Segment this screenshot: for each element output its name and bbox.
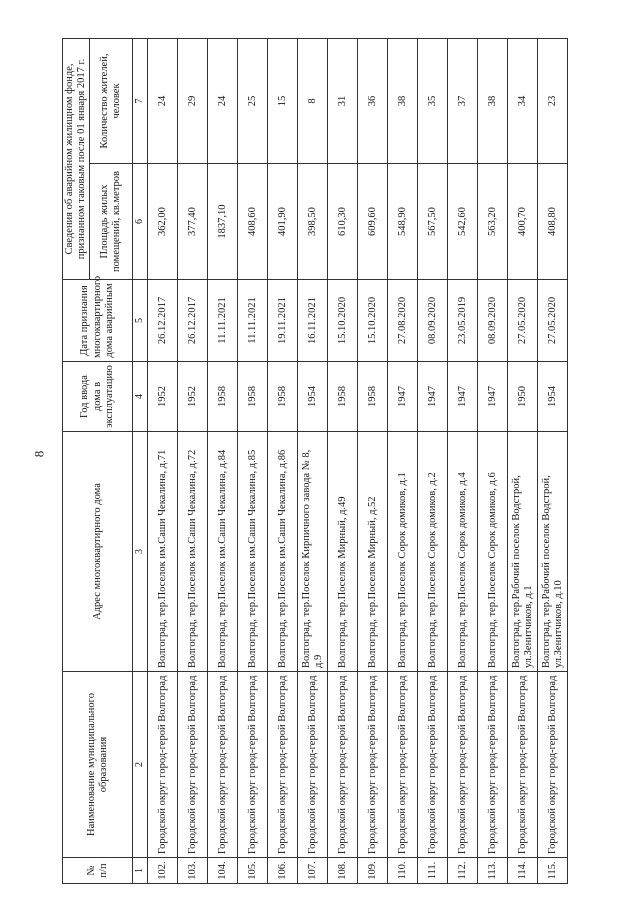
residents-cell: 34 [508, 38, 538, 163]
table-row [268, 38, 298, 883]
year-cell: 1947 [418, 362, 448, 432]
row-number: 106. [268, 858, 298, 884]
date-cell: 16.11.2021 [298, 280, 328, 362]
municipality-cell: Городской округ город-герой Волгоград [538, 672, 568, 858]
area-cell: 398,50 [298, 164, 328, 280]
residents-cell: 38 [478, 38, 508, 163]
municipality-cell: Городской округ город-герой Волгоград [388, 672, 418, 858]
date-cell: 27.08.2020 [388, 280, 418, 362]
row-number: 111. [418, 858, 448, 884]
row-number: 115. [538, 858, 568, 884]
municipality-cell: Городской округ город-герой Волгоград [418, 672, 448, 858]
table-row [448, 38, 478, 883]
year-cell: 1958 [358, 362, 388, 432]
area-cell: 563,20 [478, 164, 508, 280]
date-cell: 08.09.2020 [478, 280, 508, 362]
municipality-cell: Городской округ город-герой Волгоград [298, 672, 328, 858]
area-cell: 610,30 [328, 164, 358, 280]
residents-cell: 35 [418, 38, 448, 163]
municipality-cell: Городской округ город-герой Волгоград [268, 672, 298, 858]
year-cell: 1958 [208, 362, 238, 432]
header-address: Адрес многоквартирного дома [63, 432, 133, 672]
table-row [388, 38, 418, 883]
row-number: 105. [238, 858, 268, 884]
year-cell: 1954 [538, 362, 568, 432]
row-number: 102. [148, 858, 178, 884]
municipality-cell: Городской округ город-герой Волгоград [178, 672, 208, 858]
municipality-cell: Городской округ город-герой Волгоград [238, 672, 268, 858]
address-cell: Волгоград, тер.Поселок им.Саши Чекалина, д.85 [238, 432, 268, 672]
table-row [538, 38, 568, 883]
residents-cell: 38 [388, 38, 418, 163]
address-cell: Волгоград, тер.Рабочий поселок Водстрой, ул.Зенитчиков, д.10 [538, 432, 568, 672]
address-cell: Волгоград, тер.Поселок Сорок домиков, д.2 [418, 432, 448, 672]
year-cell: 1958 [328, 362, 358, 432]
row-number: 104. [208, 858, 238, 884]
table-row [178, 38, 208, 883]
date-cell: 11.11.2021 [238, 280, 268, 362]
year-cell: 1952 [148, 362, 178, 432]
area-cell: 377,40 [178, 164, 208, 280]
date-cell: 19.11.2021 [268, 280, 298, 362]
area-cell: 1837,10 [208, 164, 238, 280]
date-cell: 23.05.2019 [448, 280, 478, 362]
page-number: 8 [31, 450, 47, 458]
area-cell: 362,00 [148, 164, 178, 280]
year-cell: 1947 [388, 362, 418, 432]
row-number: 109. [358, 858, 388, 884]
area-cell: 408,80 [538, 164, 568, 280]
col-index: 2 [133, 672, 148, 858]
header-group: Сведения об аварийном жилищном фонде, признанном таковым после 01 января 2017 г. [63, 38, 90, 279]
address-cell: Волгоград, тер.Поселок им.Саши Чекалина, д.71 [148, 432, 178, 672]
municipality-cell: Городской округ город-герой Волгоград [478, 672, 508, 858]
header-residents: Количество жителей, человек [90, 38, 133, 163]
row-number: 113. [478, 858, 508, 884]
address-cell: Волгоград, тер.Поселок им.Саши Чекалина, д.72 [178, 432, 208, 672]
header-date: Дата признания многоквартирного дома аварийным [63, 280, 133, 362]
table-row [298, 38, 328, 883]
date-cell: 26.12.2017 [178, 280, 208, 362]
table-row [358, 38, 388, 883]
header-area: Площадь жилых помещений, кв.метров [90, 164, 133, 280]
rotated-page [62, 39, 612, 884]
date-cell: 27.05.2020 [538, 280, 568, 362]
table-row [478, 38, 508, 883]
header-municipality: Наименование муниципального образования [63, 672, 133, 858]
table-row [208, 38, 238, 883]
date-cell: 11.11.2021 [208, 280, 238, 362]
date-cell: 26.12.2017 [148, 280, 178, 362]
residents-cell: 23 [538, 38, 568, 163]
col-index: 3 [133, 432, 148, 672]
area-cell: 408,60 [238, 164, 268, 280]
col-index: 5 [133, 280, 148, 362]
row-number: 108. [328, 858, 358, 884]
address-cell: Волгоград, тер.Поселок Сорок домиков, д.6 [478, 432, 508, 672]
residents-cell: 31 [328, 38, 358, 163]
area-cell: 609,60 [358, 164, 388, 280]
table-row [418, 38, 448, 883]
address-cell: Волгоград, тер.Поселок Мирный, д.49 [328, 432, 358, 672]
residents-cell: 24 [148, 38, 178, 163]
year-cell: 1954 [298, 362, 328, 432]
municipality-cell: Городской округ город-герой Волгоград [448, 672, 478, 858]
address-cell: Волгоград, тер.Поселок Кирпичного завода № 8, д.9 [298, 432, 328, 672]
municipality-cell: Городской округ город-герой Волгоград [328, 672, 358, 858]
area-cell: 567,50 [418, 164, 448, 280]
area-cell: 400,70 [508, 164, 538, 280]
residents-cell: 24 [208, 38, 238, 163]
header-year: Год ввода дома в эксплуатацию [63, 362, 133, 432]
row-number: 112. [448, 858, 478, 884]
residents-cell: 36 [358, 38, 388, 163]
residents-cell: 25 [238, 38, 268, 163]
residents-cell: 8 [298, 38, 328, 163]
row-number: 107. [298, 858, 328, 884]
col-index: 7 [133, 38, 148, 163]
table-row [238, 38, 268, 883]
address-cell: Волгоград, тер.Поселок Мирный, д.52 [358, 432, 388, 672]
table-row [328, 38, 358, 883]
col-index: 1 [133, 858, 148, 884]
year-cell: 1947 [478, 362, 508, 432]
date-cell: 15.10.2020 [328, 280, 358, 362]
date-cell: 15.10.2020 [358, 280, 388, 362]
date-cell: 08.09.2020 [418, 280, 448, 362]
col-index: 4 [133, 362, 148, 432]
municipality-cell: Городской округ город-герой Волгоград [148, 672, 178, 858]
address-cell: Волгоград, тер.Поселок им.Саши Чекалина, д.84 [208, 432, 238, 672]
header-num: № п/п [63, 858, 133, 884]
year-cell: 1947 [448, 362, 478, 432]
year-cell: 1958 [268, 362, 298, 432]
row-number: 103. [178, 858, 208, 884]
area-cell: 548,90 [388, 164, 418, 280]
table-row [508, 38, 538, 883]
address-cell: Волгоград, тер.Поселок им.Саши Чекалина, д.86 [268, 432, 298, 672]
area-cell: 542,60 [448, 164, 478, 280]
year-cell: 1958 [238, 362, 268, 432]
emergency-housing-table [62, 38, 568, 884]
row-number: 114. [508, 858, 538, 884]
date-cell: 27.05.2020 [508, 280, 538, 362]
year-cell: 1952 [178, 362, 208, 432]
residents-cell: 15 [268, 38, 298, 163]
area-cell: 401,90 [268, 164, 298, 280]
row-number: 110. [388, 858, 418, 884]
residents-cell: 37 [448, 38, 478, 163]
municipality-cell: Городской округ город-герой Волгоград [508, 672, 538, 858]
address-cell: Волгоград, тер.Поселок Сорок домиков, д.4 [448, 432, 478, 672]
municipality-cell: Городской округ город-герой Волгоград [208, 672, 238, 858]
address-cell: Волгоград, тер.Рабочий поселок Водстрой, ул.Зенитчиков, д.1 [508, 432, 538, 672]
municipality-cell: Городской округ город-герой Волгоград [358, 672, 388, 858]
residents-cell: 29 [178, 38, 208, 163]
address-cell: Волгоград, тер.Поселок Сорок домиков, д.1 [388, 432, 418, 672]
table-row [148, 38, 178, 883]
year-cell: 1950 [508, 362, 538, 432]
col-index: 6 [133, 164, 148, 280]
